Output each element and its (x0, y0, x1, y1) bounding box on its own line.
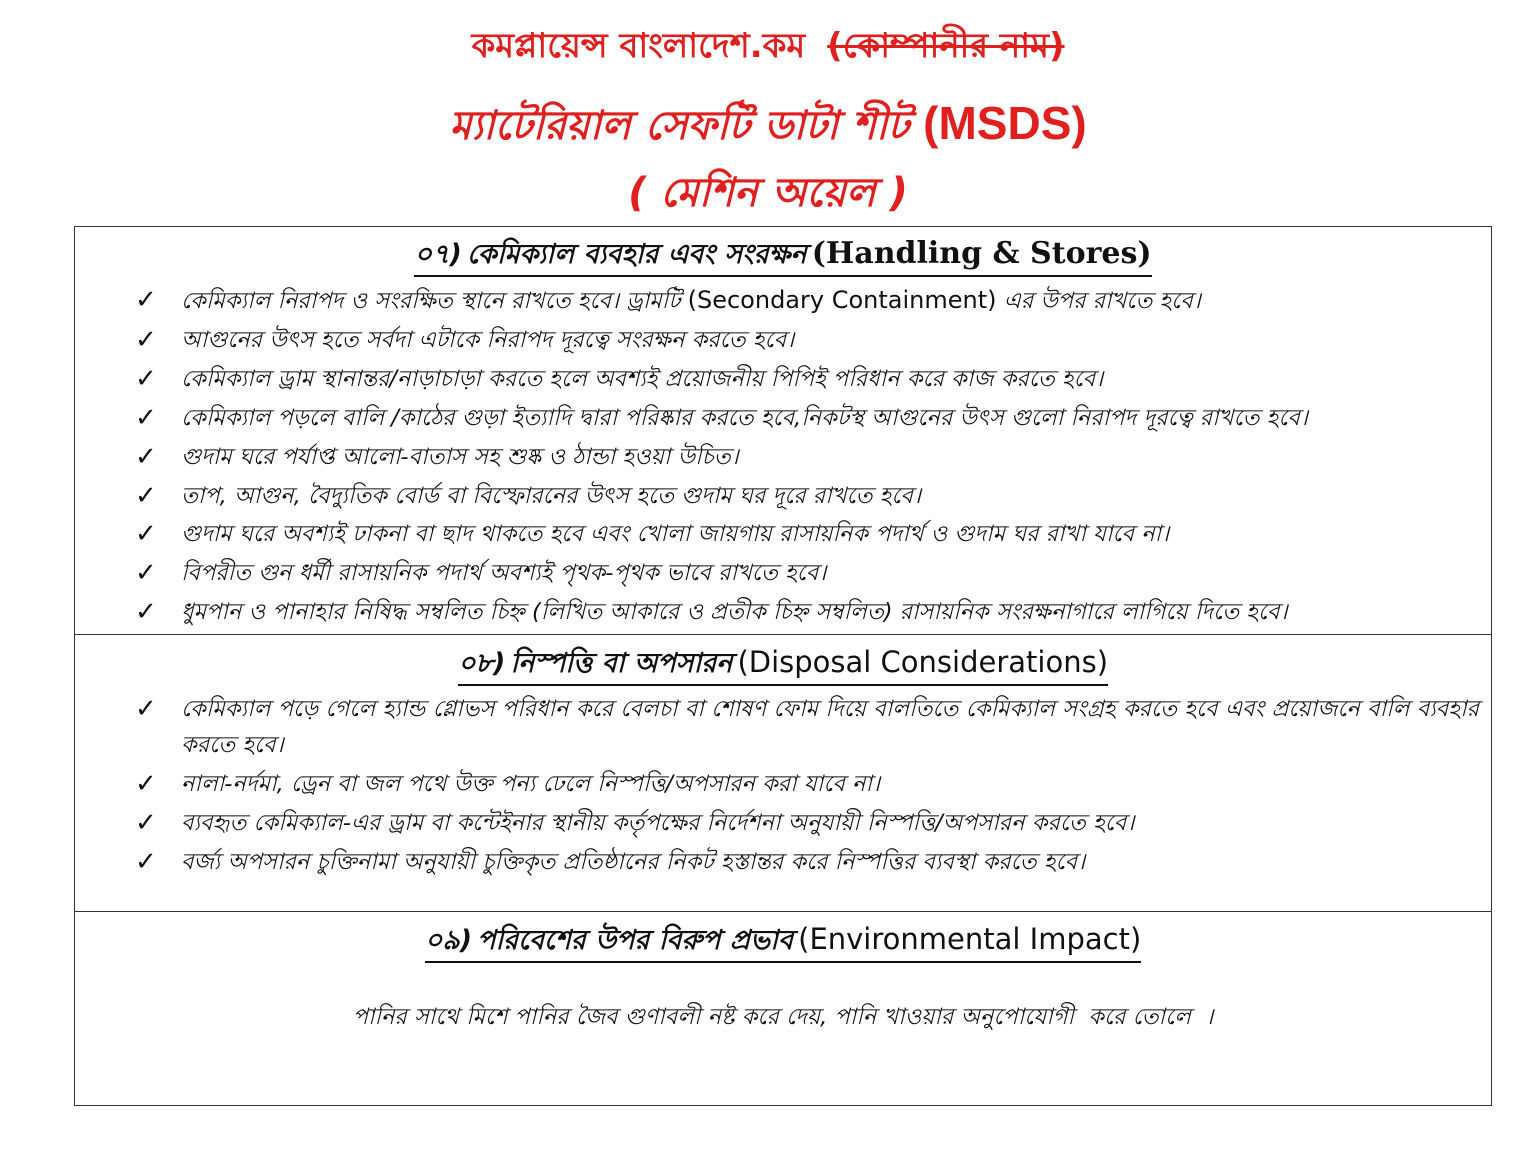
list-item (75, 399, 1491, 438)
list-item (75, 593, 1491, 632)
check-mark-icon: ✓ (135, 363, 157, 394)
check-mark-icon: ✓ (135, 285, 157, 315)
section-title-bangla: নিস্পত্তি বা অপসারন (510, 648, 733, 679)
list-item-text: আগুনের উৎস হতে সর্বদা এটাকে নিরাপদ দূরত্বে সংরক্ষন করতে হবে। (181, 326, 795, 353)
check-mark-icon: ✓ (135, 480, 157, 511)
list-item-text: বর্জ্য অপসারন চুক্তিনামা অনুযায়ী চুক্তিকৃত প্রতিষ্ঠানের নিকট হস্তান্তর করে নিস্পত্তির ব্যবস্থা করতে হবে। (181, 849, 1086, 875)
section-heading (75, 237, 1491, 277)
section-heading (75, 645, 1491, 685)
company-line (0, 18, 1536, 74)
list-item (75, 515, 1491, 554)
company-placeholder: (কোম্পানীর নাম) (827, 26, 1065, 66)
document-title (0, 90, 1536, 159)
msds-sections-table (74, 226, 1492, 1106)
list-item (75, 477, 1491, 516)
list-item-text-part: এর উপর রাখতে হবে। (996, 288, 1201, 314)
section-heading-underlined (414, 237, 1151, 277)
list-item (75, 805, 1491, 841)
company-name: কমপ্লায়েন্স বাংলাদেশ.কম (471, 26, 806, 66)
list-item-text: নালা-নর্দমা, ড্রেন বা জল পথে উক্ত পন্য ঢেলে নিস্পত্তি/অপসারন করা যাবে না। (181, 771, 881, 797)
section-title-bangla: পরিবেশের উপর বিরুপ প্রভাব (477, 925, 794, 956)
list-item (75, 766, 1491, 802)
section-title-english: (Handling & Stores) (811, 236, 1152, 271)
section-title-english: (Disposal Considerations) (737, 645, 1109, 679)
section-environmental-impact (75, 911, 1491, 1105)
list-item (75, 281, 1491, 321)
list-item-text: কেমিক্যাল ড্রাম স্থানান্তর/নাড়াচাড়া করতে হলে অবশ্যই প্রয়োজনীয় পিপিই পরিধান করে কাজ করতে হবে। (181, 365, 1104, 392)
list-item (75, 691, 1491, 763)
section-title-bangla: কেমিক্যাল ব্যবহার এবং সংরক্ষন (466, 239, 807, 270)
list-item-english-term: (Secondary Containment) (687, 286, 997, 314)
check-mark-icon: ✓ (135, 597, 157, 628)
section-number: ০৯) (424, 925, 473, 956)
list-item (75, 554, 1491, 593)
check-mark-icon: ✓ (135, 441, 157, 472)
document-subtitle: ( মেশিন অয়েল ) (628, 170, 908, 216)
list-item-text: কেমিক্যাল পড়লে বালি /কাঠের গুড়া ইত্যাদি দ্বারা পরিষ্কার করতে হবে,নিকটস্থ আগুনের উৎস গুলো নিরাপদ দূরত্বে রাখতে হবে। (181, 404, 1308, 431)
disposal-checklist (75, 691, 1491, 880)
list-item (75, 844, 1491, 880)
check-mark-icon: ✓ (135, 519, 157, 550)
list-item-text: ব্যবহৃত কেমিক্যাল-এর ড্রাম বা কন্টেইনার স্থানীয় কর্তৃপক্ষের নির্দেশনা অনুযায়ী নিস্পত্তি/অপসারন করতে হবে। (181, 810, 1135, 836)
check-mark-icon: ✓ (135, 769, 157, 799)
list-item-text: কেমিক্যাল পড়ে গেলে হ্যান্ড গ্লোভস পরিধান করে বেলচা বা শোষণ ফোম দিয়ে বালতিতে কেমিক্যাল সংগ্রহ করতে হবে এবং প্রয়োজনে বালি ব্যবহার করতে হবে। (181, 696, 1479, 758)
list-item (75, 321, 1491, 360)
list-item-text: ধুমপান ও পানাহার নিষিদ্ধ সম্বলিত চিহ্ন (লিখিত আকারে ও প্রতীক চিহ্ন সম্বলিত) রাসায়নিক সংরক্ষনাগারে লাগিয়ে দিতে হবে। (181, 599, 1288, 626)
list-item (75, 438, 1491, 477)
environmental-impact-text: পানির সাথে মিশে পানির জৈব গুণাবলী নষ্ট করে দেয়, পানি খাওয়ার অনুপোযোগী করে তোলে । (352, 1004, 1214, 1030)
check-mark-icon: ✓ (135, 847, 157, 877)
handling-checklist (75, 281, 1491, 632)
section-handling-stores (75, 227, 1491, 634)
list-item-text: তাপ, আগুন, বৈদ্যুতিক বোর্ড বা বিস্ফোরনের উৎস হতে গুদাম ঘর দূরে রাখতে হবে। (181, 482, 921, 509)
section-heading-underlined (425, 922, 1142, 963)
list-item-text: গুদাম ঘরে অবশ্যই ঢাকনা বা ছাদ থাকতে হবে এবং খোলা জায়গায় রাসায়নিক পদার্থ ও গুদাম ঘর রাখা যাবে না। (181, 521, 1170, 548)
list-item (75, 360, 1491, 399)
check-mark-icon: ✓ (135, 558, 157, 589)
section-number: ০৭) (414, 239, 462, 270)
check-mark-icon: ✓ (135, 324, 157, 355)
check-mark-icon: ✓ (135, 808, 157, 838)
list-item-text: গুদাম ঘরে পর্যাপ্ত আলো-বাতাস সহ শুষ্ক ও ঠান্ডা হওয়া উচিত। (181, 443, 739, 470)
title-abbreviation: (MSDS) (923, 97, 1087, 149)
title-bangla: ম্যাটেরিয়াল সেফটি ডাটা শীট (449, 103, 910, 149)
list-item-text: বিপরীত গুন ধর্মী রাসায়নিক পদার্থ অবশ্যই পৃথক-পৃথক ভাবে রাখতে হবে। (181, 560, 827, 587)
list-item-text-part: কেমিক্যাল নিরাপদ ও সংরক্ষিত স্থানে রাখতে হবে। ড্রামটি (181, 288, 688, 314)
section-heading-underlined (458, 645, 1108, 686)
check-mark-icon: ✓ (135, 694, 157, 724)
section-heading (75, 922, 1491, 962)
check-mark-icon: ✓ (135, 402, 157, 433)
section-title-english: (Environmental Impact) (798, 922, 1142, 956)
section-number: ০৮) (457, 648, 506, 679)
section-disposal-considerations (75, 634, 1491, 911)
